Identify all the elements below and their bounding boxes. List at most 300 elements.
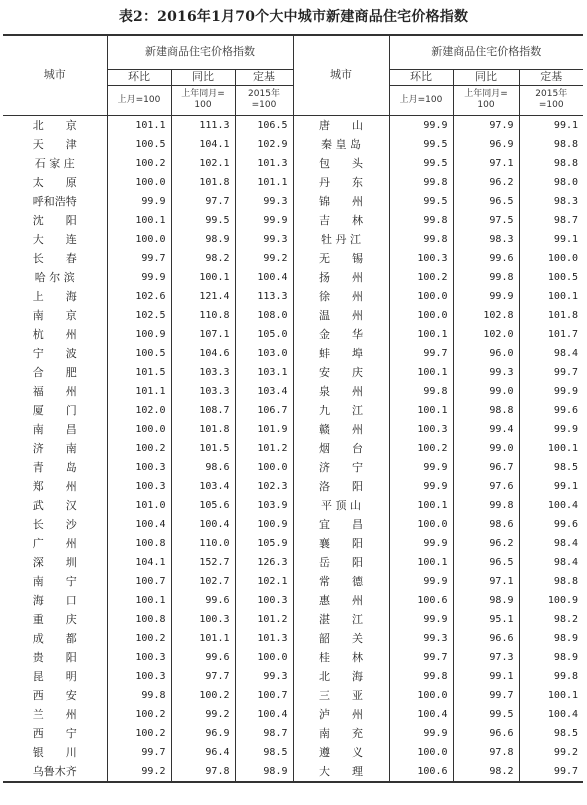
yoy-value-right: 99.4 <box>453 420 519 439</box>
table-row <box>3 515 583 534</box>
table-row <box>3 306 583 325</box>
base-value-right: 98.5 <box>519 458 583 477</box>
mom-value-right: 100.6 <box>389 591 453 610</box>
mom-value-right: 100.0 <box>389 287 453 306</box>
table-row <box>3 534 583 553</box>
city-name-right: 锦 州 <box>293 192 389 211</box>
mom-value-left: 100.0 <box>107 173 171 192</box>
city-name-right: 无 锡 <box>293 249 389 268</box>
yoy-value-right: 99.3 <box>453 363 519 382</box>
base-value-left: 106.7 <box>235 401 293 420</box>
yoy-value-right: 99.8 <box>453 268 519 287</box>
table-row <box>3 287 583 306</box>
yoy-value-right: 97.9 <box>453 115 519 135</box>
city-name-right: 扬 州 <box>293 268 389 287</box>
table-title: 表2：2016年1月70个大中城市新建商品住宅价格指数 <box>118 9 469 25</box>
mom-value-right: 99.5 <box>389 135 453 154</box>
base-value-right: 100.4 <box>519 705 583 724</box>
city-name-left: 深 圳 <box>32 556 77 569</box>
base-value-left: 101.2 <box>235 610 293 629</box>
mom-value-right: 99.5 <box>389 192 453 211</box>
mom-value-left: 99.7 <box>107 249 171 268</box>
city-name-left: 上 海 <box>32 290 77 303</box>
table-row <box>3 496 583 515</box>
table-row <box>3 439 583 458</box>
mom-value-right: 99.9 <box>389 115 453 135</box>
mom-value-right: 100.1 <box>389 496 453 515</box>
city-name-right: 包 头 <box>293 154 389 173</box>
yoy-value-right: 97.6 <box>453 477 519 496</box>
city-name-right: 徐 州 <box>293 287 389 306</box>
base-value-right: 100.4 <box>519 496 583 515</box>
table-row <box>3 115 583 135</box>
table-row <box>3 230 583 249</box>
base-value-right: 98.8 <box>519 572 583 591</box>
base-value-right: 99.9 <box>519 382 583 401</box>
base-value-left: 113.3 <box>235 287 293 306</box>
mom-value-right: 99.9 <box>389 724 453 743</box>
base-value-left: 105.0 <box>235 325 293 344</box>
city-name-left: 南 京 <box>32 309 77 322</box>
base-value-right: 99.2 <box>519 743 583 762</box>
mom-value-right: 99.9 <box>389 458 453 477</box>
city-name-right: 唐 山 <box>293 115 389 135</box>
base-value-left: 103.9 <box>235 496 293 515</box>
yoy-value-right: 99.7 <box>453 686 519 705</box>
city-name-right: 牡 丹 江 <box>293 230 389 249</box>
yoy-value-right: 102.0 <box>453 325 519 344</box>
city-name-right: 平 顶 山 <box>293 496 389 515</box>
mom-value-right: 99.9 <box>389 534 453 553</box>
city-name-right: 北 海 <box>293 667 389 686</box>
yoy-value-left: 100.4 <box>171 515 235 534</box>
base-value-right: 98.0 <box>519 173 583 192</box>
base-value-right: 98.7 <box>519 211 583 230</box>
city-name-right: 南 充 <box>293 724 389 743</box>
mom-value-left: 100.2 <box>107 724 171 743</box>
yoy-value-right: 99.9 <box>453 287 519 306</box>
yoy-value-right: 95.1 <box>453 610 519 629</box>
mom-value-left: 100.5 <box>107 344 171 363</box>
city-name-right: 蚌 埠 <box>293 344 389 363</box>
yoy-value-left: 99.5 <box>171 211 235 230</box>
base-value-right: 98.4 <box>519 344 583 363</box>
table-row <box>3 610 583 629</box>
yoy-value-left: 105.6 <box>171 496 235 515</box>
mom-value-right: 99.8 <box>389 211 453 230</box>
table-row <box>3 135 583 154</box>
mom-value-right: 99.5 <box>389 154 453 173</box>
yoy-value-left: 98.6 <box>171 458 235 477</box>
base-value-right: 101.7 <box>519 325 583 344</box>
yoy-value-left: 101.8 <box>171 420 235 439</box>
city-header-right: 城市 <box>293 35 389 115</box>
city-name-left: 海 口 <box>32 594 77 607</box>
base-value-left: 100.7 <box>235 686 293 705</box>
group-header-right: 新建商品住宅价格指数 <box>389 35 583 69</box>
mom-value-right: 100.2 <box>389 439 453 458</box>
yoy-value-right: 96.2 <box>453 173 519 192</box>
yoy-value-left: 98.2 <box>171 249 235 268</box>
yoy-value-right: 98.6 <box>453 515 519 534</box>
table-row <box>3 192 583 211</box>
yoy-value-right: 96.7 <box>453 458 519 477</box>
mom-value-left: 100.3 <box>107 458 171 477</box>
base-value-left: 98.5 <box>235 743 293 762</box>
base-value-left: 103.1 <box>235 363 293 382</box>
city-name-right: 韶 关 <box>293 629 389 648</box>
base-value-right: 98.3 <box>519 192 583 211</box>
base-value-right: 100.5 <box>519 268 583 287</box>
city-name-right: 宜 昌 <box>293 515 389 534</box>
yoy-value-right: 96.2 <box>453 534 519 553</box>
table-row <box>3 648 583 667</box>
base-value-right: 99.7 <box>519 363 583 382</box>
mom-value-left: 101.1 <box>107 115 171 135</box>
mom-value-left: 100.0 <box>107 420 171 439</box>
city-name-left: 乌鲁木齐 <box>3 762 107 782</box>
base-value-left: 102.3 <box>235 477 293 496</box>
yoy-value-left: 96.4 <box>171 743 235 762</box>
base-value-right: 99.1 <box>519 477 583 496</box>
mom-value-right: 100.3 <box>389 249 453 268</box>
yoy-value-right: 97.5 <box>453 211 519 230</box>
city-name-left: 郑 州 <box>32 480 77 493</box>
city-name-left: 哈 尔 滨 <box>34 271 75 284</box>
base-value-left: 103.0 <box>235 344 293 363</box>
table-row <box>3 667 583 686</box>
mom-value-left: 100.4 <box>107 515 171 534</box>
city-name-right: 温 州 <box>293 306 389 325</box>
base-value-left: 101.3 <box>235 154 293 173</box>
yoy-subheader-left: 上年同月= 100 <box>171 85 235 115</box>
base-value-right: 98.4 <box>519 553 583 572</box>
base-value-left: 98.9 <box>235 762 293 782</box>
yoy-value-right: 98.8 <box>453 401 519 420</box>
mom-value-left: 99.9 <box>107 268 171 287</box>
table-row <box>3 420 583 439</box>
mom-value-left: 101.1 <box>107 382 171 401</box>
yoy-value-left: 103.3 <box>171 382 235 401</box>
yoy-value-right: 96.5 <box>453 192 519 211</box>
mom-value-right: 99.3 <box>389 629 453 648</box>
mom-value-left: 102.5 <box>107 306 171 325</box>
yoy-value-right: 99.0 <box>453 439 519 458</box>
yoy-value-left: 103.4 <box>171 477 235 496</box>
mom-value-left: 104.1 <box>107 553 171 572</box>
base-value-left: 100.0 <box>235 648 293 667</box>
mom-value-left: 99.7 <box>107 743 171 762</box>
base-subheader-left: 2015年 =100 <box>235 85 293 115</box>
yoy-value-left: 108.7 <box>171 401 235 420</box>
yoy-value-right: 96.6 <box>453 724 519 743</box>
yoy-value-right: 99.6 <box>453 249 519 268</box>
base-value-left: 99.3 <box>235 667 293 686</box>
base-value-right: 98.4 <box>519 534 583 553</box>
yoy-value-left: 110.0 <box>171 534 235 553</box>
table-row <box>3 211 583 230</box>
city-name-right: 湛 江 <box>293 610 389 629</box>
base-value-left: 103.4 <box>235 382 293 401</box>
city-name-right: 遵 义 <box>293 743 389 762</box>
base-value-left: 101.9 <box>235 420 293 439</box>
mom-value-left: 101.0 <box>107 496 171 515</box>
mom-value-left: 101.5 <box>107 363 171 382</box>
city-name-right: 丹 东 <box>293 173 389 192</box>
yoy-value-left: 99.2 <box>171 705 235 724</box>
base-value-right: 100.9 <box>519 591 583 610</box>
base-value-right: 100.1 <box>519 287 583 306</box>
city-name-right: 常 德 <box>293 572 389 591</box>
city-name-left: 成 都 <box>32 632 77 645</box>
city-name-left: 昆 明 <box>32 670 77 683</box>
base-value-left: 126.3 <box>235 553 293 572</box>
base-value-left: 108.0 <box>235 306 293 325</box>
city-name-right: 泸 州 <box>293 705 389 724</box>
mom-value-right: 100.0 <box>389 515 453 534</box>
base-value-right: 98.8 <box>519 154 583 173</box>
yoy-value-left: 121.4 <box>171 287 235 306</box>
mom-value-left: 100.3 <box>107 667 171 686</box>
city-name-left: 重 庆 <box>32 613 77 626</box>
base-value-left: 98.7 <box>235 724 293 743</box>
base-value-right: 98.5 <box>519 724 583 743</box>
city-name-left: 贵 阳 <box>32 651 77 664</box>
yoy-value-left: 103.3 <box>171 363 235 382</box>
city-name-left: 北 京 <box>32 119 77 132</box>
table-row <box>3 705 583 724</box>
base-value-left: 100.4 <box>235 705 293 724</box>
city-name-left: 青 岛 <box>32 461 77 474</box>
base-value-right: 99.8 <box>519 667 583 686</box>
yoy-value-left: 98.9 <box>171 230 235 249</box>
table-row <box>3 344 583 363</box>
city-name-right: 秦 皇 岛 <box>293 135 389 154</box>
city-name-left: 太 原 <box>32 176 77 189</box>
base-value-left: 99.3 <box>235 230 293 249</box>
yoy-value-right: 96.5 <box>453 553 519 572</box>
city-name-left: 兰 州 <box>32 708 77 721</box>
mom-value-left: 100.0 <box>107 230 171 249</box>
base-value-right: 99.9 <box>519 420 583 439</box>
table-row <box>3 325 583 344</box>
table-row <box>3 382 583 401</box>
city-name-left: 南 昌 <box>32 423 77 436</box>
yoy-value-right: 97.3 <box>453 648 519 667</box>
city-name-left: 广 州 <box>32 537 77 550</box>
base-value-left: 105.9 <box>235 534 293 553</box>
yoy-value-left: 101.8 <box>171 173 235 192</box>
city-name-left: 合 肥 <box>32 366 77 379</box>
yoy-value-right: 97.8 <box>453 743 519 762</box>
table-row <box>3 553 583 572</box>
city-name-left: 南 宁 <box>32 575 77 588</box>
city-name-left: 杭 州 <box>32 328 77 341</box>
city-name-right: 九 江 <box>293 401 389 420</box>
table-row <box>3 572 583 591</box>
mom-value-left: 100.2 <box>107 705 171 724</box>
yoy-value-right: 102.8 <box>453 306 519 325</box>
yoy-value-left: 97.7 <box>171 667 235 686</box>
base-value-left: 99.9 <box>235 211 293 230</box>
yoy-value-right: 98.9 <box>453 591 519 610</box>
mom-value-left: 100.7 <box>107 572 171 591</box>
city-name-left: 沈 阳 <box>32 214 77 227</box>
yoy-value-right: 99.1 <box>453 667 519 686</box>
yoy-value-right: 99.5 <box>453 705 519 724</box>
yoy-value-left: 102.7 <box>171 572 235 591</box>
yoy-value-left: 97.8 <box>171 762 235 782</box>
city-name-left: 西 宁 <box>32 727 77 740</box>
base-value-left: 101.1 <box>235 173 293 192</box>
mom-subheader-left: 上月=100 <box>107 85 171 115</box>
mom-value-right: 100.1 <box>389 401 453 420</box>
table-row <box>3 591 583 610</box>
mom-value-left: 102.6 <box>107 287 171 306</box>
mom-value-left: 100.1 <box>107 211 171 230</box>
mom-value-right: 99.9 <box>389 610 453 629</box>
yoy-value-left: 104.6 <box>171 344 235 363</box>
mom-value-right: 99.8 <box>389 230 453 249</box>
mom-value-left: 100.2 <box>107 439 171 458</box>
city-name-left: 长 沙 <box>32 518 77 531</box>
city-name-right: 泉 州 <box>293 382 389 401</box>
yoy-value-left: 107.1 <box>171 325 235 344</box>
yoy-value-left: 100.1 <box>171 268 235 287</box>
mom-value-right: 100.2 <box>389 268 453 287</box>
yoy-value-left: 102.1 <box>171 154 235 173</box>
mom-value-right: 100.0 <box>389 306 453 325</box>
yoy-value-right: 96.0 <box>453 344 519 363</box>
group-header-left: 新建商品住宅价格指数 <box>107 35 293 69</box>
mom-value-right: 100.1 <box>389 325 453 344</box>
yoy-value-right: 98.3 <box>453 230 519 249</box>
base-value-right: 99.6 <box>519 515 583 534</box>
city-name-right: 岳 阳 <box>293 553 389 572</box>
mom-value-right: 99.8 <box>389 173 453 192</box>
base-value-right: 98.9 <box>519 629 583 648</box>
mom-value-right: 100.0 <box>389 743 453 762</box>
yoy-value-left: 101.1 <box>171 629 235 648</box>
yoy-value-left: 97.7 <box>171 192 235 211</box>
base-value-right: 98.8 <box>519 135 583 154</box>
yoy-value-left: 96.9 <box>171 724 235 743</box>
yoy-value-left: 99.6 <box>171 648 235 667</box>
mom-value-left: 99.2 <box>107 762 171 782</box>
yoy-value-right: 98.2 <box>453 762 519 782</box>
base-value-left: 100.4 <box>235 268 293 287</box>
yoy-value-right: 96.6 <box>453 629 519 648</box>
city-header-left: 城市 <box>3 35 107 115</box>
city-name-left: 宁 波 <box>32 347 77 360</box>
mom-header-left: 环比 <box>107 69 171 85</box>
mom-header-right: 环比 <box>389 69 453 85</box>
city-name-right: 大 理 <box>293 762 389 782</box>
table-row <box>3 762 583 782</box>
mom-value-left: 100.3 <box>107 477 171 496</box>
city-name-left: 武 汉 <box>32 499 77 512</box>
yoy-value-left: 110.8 <box>171 306 235 325</box>
base-value-right: 101.8 <box>519 306 583 325</box>
mom-value-right: 100.3 <box>389 420 453 439</box>
mom-value-right: 99.8 <box>389 667 453 686</box>
table-row <box>3 268 583 287</box>
mom-value-right: 100.1 <box>389 363 453 382</box>
mom-value-left: 100.2 <box>107 629 171 648</box>
mom-value-left: 100.1 <box>107 591 171 610</box>
yoy-value-left: 104.1 <box>171 135 235 154</box>
price-index-table <box>3 34 583 783</box>
base-value-left: 100.9 <box>235 515 293 534</box>
city-name-left: 天 津 <box>32 138 77 151</box>
city-name-right: 吉 林 <box>293 211 389 230</box>
table-row <box>3 249 583 268</box>
base-value-left: 99.2 <box>235 249 293 268</box>
mom-value-left: 100.8 <box>107 534 171 553</box>
base-value-right: 99.7 <box>519 762 583 782</box>
yoy-value-left: 100.2 <box>171 686 235 705</box>
table-row <box>3 743 583 762</box>
base-value-right: 100.1 <box>519 439 583 458</box>
mom-value-right: 99.9 <box>389 572 453 591</box>
mom-value-left: 100.2 <box>107 154 171 173</box>
table-row <box>3 401 583 420</box>
mom-value-left: 100.3 <box>107 648 171 667</box>
base-value-left: 101.3 <box>235 629 293 648</box>
city-name-left: 呼和浩特 <box>32 195 77 208</box>
city-name-right: 济 宁 <box>293 458 389 477</box>
city-name-left: 福 州 <box>32 385 77 398</box>
city-name-left: 长 春 <box>32 252 77 265</box>
base-value-right: 99.1 <box>519 230 583 249</box>
mom-value-right: 99.7 <box>389 344 453 363</box>
mom-value-right: 100.1 <box>389 553 453 572</box>
mom-value-left: 100.8 <box>107 610 171 629</box>
table-row <box>3 477 583 496</box>
city-name-right: 襄 阳 <box>293 534 389 553</box>
base-value-left: 102.1 <box>235 572 293 591</box>
base-header-left: 定基 <box>235 69 293 85</box>
yoy-value-left: 111.3 <box>171 115 235 135</box>
mom-value-left: 99.9 <box>107 192 171 211</box>
table-row <box>3 458 583 477</box>
city-name-left: 西 安 <box>32 689 77 702</box>
mom-value-right: 100.4 <box>389 705 453 724</box>
yoy-value-left: 100.3 <box>171 610 235 629</box>
yoy-value-right: 97.1 <box>453 572 519 591</box>
table-row <box>3 629 583 648</box>
yoy-header-left: 同比 <box>171 69 235 85</box>
table-row <box>3 686 583 705</box>
base-header-right: 定基 <box>519 69 583 85</box>
base-value-left: 106.5 <box>235 115 293 135</box>
yoy-value-left: 152.7 <box>171 553 235 572</box>
city-name-left: 厦 门 <box>32 404 77 417</box>
base-value-right: 100.0 <box>519 249 583 268</box>
base-value-right: 98.2 <box>519 610 583 629</box>
yoy-header-right: 同比 <box>453 69 519 85</box>
yoy-subheader-right: 上年同月= 100 <box>453 85 519 115</box>
mom-subheader-right: 上月=100 <box>389 85 453 115</box>
city-name-right: 金 华 <box>293 325 389 344</box>
yoy-value-right: 97.1 <box>453 154 519 173</box>
city-name-left: 济 南 <box>32 442 77 455</box>
mom-value-left: 100.9 <box>107 325 171 344</box>
city-name-left: 大 连 <box>32 233 77 246</box>
city-name-right: 烟 台 <box>293 439 389 458</box>
base-value-right: 99.6 <box>519 401 583 420</box>
mom-value-left: 102.0 <box>107 401 171 420</box>
